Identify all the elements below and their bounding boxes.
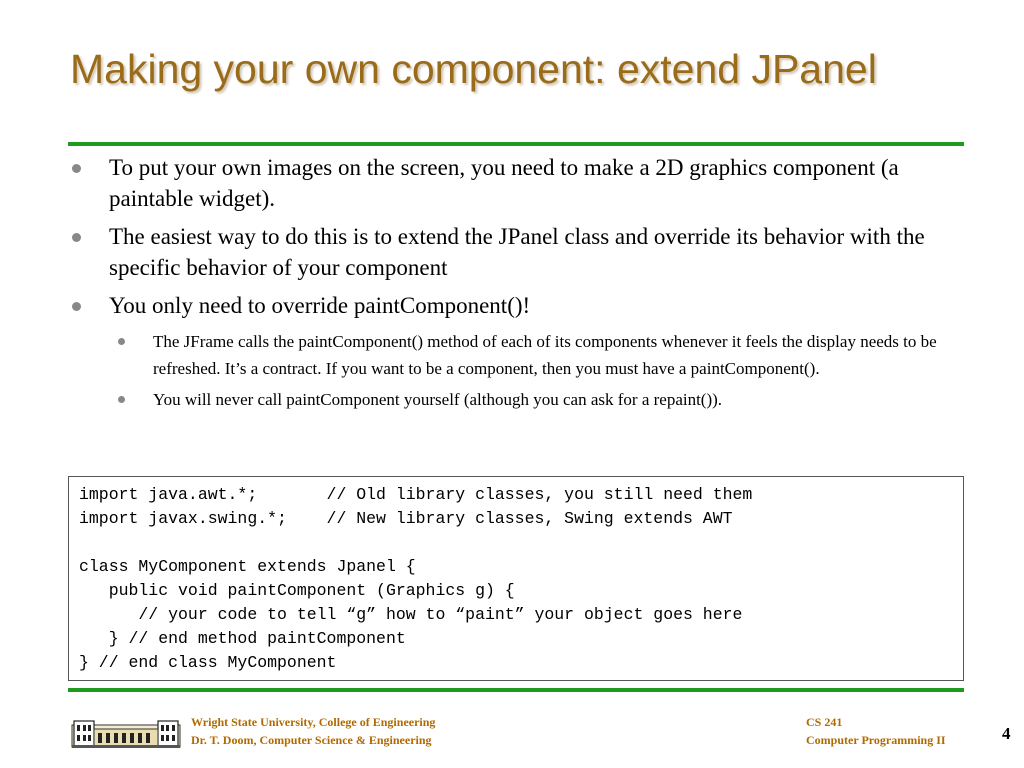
footer-course-name: Computer Programming II	[806, 733, 946, 747]
footer-university-line: Wright State University, College of Engineering	[191, 715, 436, 729]
footer-divider	[68, 688, 964, 692]
bullet-dot-icon	[72, 164, 81, 173]
bullet-text: You only need to override paintComponent()!	[109, 293, 531, 318]
sub-bullet-text: The JFrame calls the paintComponent() method of each of its components whenever it feels the display needs to be refreshed. It’s a contract. If you want to be a component, then you must have a paintComponent().	[153, 332, 937, 378]
bullet-dot-icon	[72, 302, 81, 311]
bullet-item	[72, 152, 952, 214]
slide-title: Making your own component: extend JPanel	[70, 46, 877, 92]
sub-bullet-text: You will never call paintComponent yourself (although you can ask for a repaint()).	[153, 390, 723, 409]
bullet-item	[72, 290, 952, 321]
university-building-logo-icon	[70, 715, 182, 749]
footer-course	[806, 713, 946, 749]
sub-bullet-dot-icon	[118, 338, 125, 345]
bullet-text: The easiest way to do this is to extend the JPanel class and override its behavior with the specific behavior of your component	[109, 224, 925, 280]
sub-bullet-item	[72, 386, 952, 413]
title-divider	[68, 142, 964, 146]
code-listing: import java.awt.*; // Old library classes, you still need them import javax.swing.*; // New library classes, Swing extends AWT class MyComponent extends Jpanel { public void paintComponent (Graphics g) { // your code to tell “g” how to “paint” your object goes here } // end method paintComponent } // end class MyComponent	[79, 485, 753, 672]
sub-bullet-dot-icon	[118, 396, 125, 403]
code-box	[68, 476, 964, 681]
sub-bullet-item	[72, 328, 952, 382]
bullet-item	[72, 221, 952, 283]
bullet-dot-icon	[72, 233, 81, 242]
footer-author-line: Dr. T. Doom, Computer Science & Engineering	[191, 733, 432, 747]
page-number: 4	[1002, 724, 1011, 743]
footer-institution	[191, 713, 435, 749]
footer-course-code: CS 241	[806, 715, 843, 729]
bullet-list	[72, 152, 952, 417]
bullet-text: To put your own images on the screen, you need to make a 2D graphics component (a paintable widget).	[109, 155, 899, 211]
